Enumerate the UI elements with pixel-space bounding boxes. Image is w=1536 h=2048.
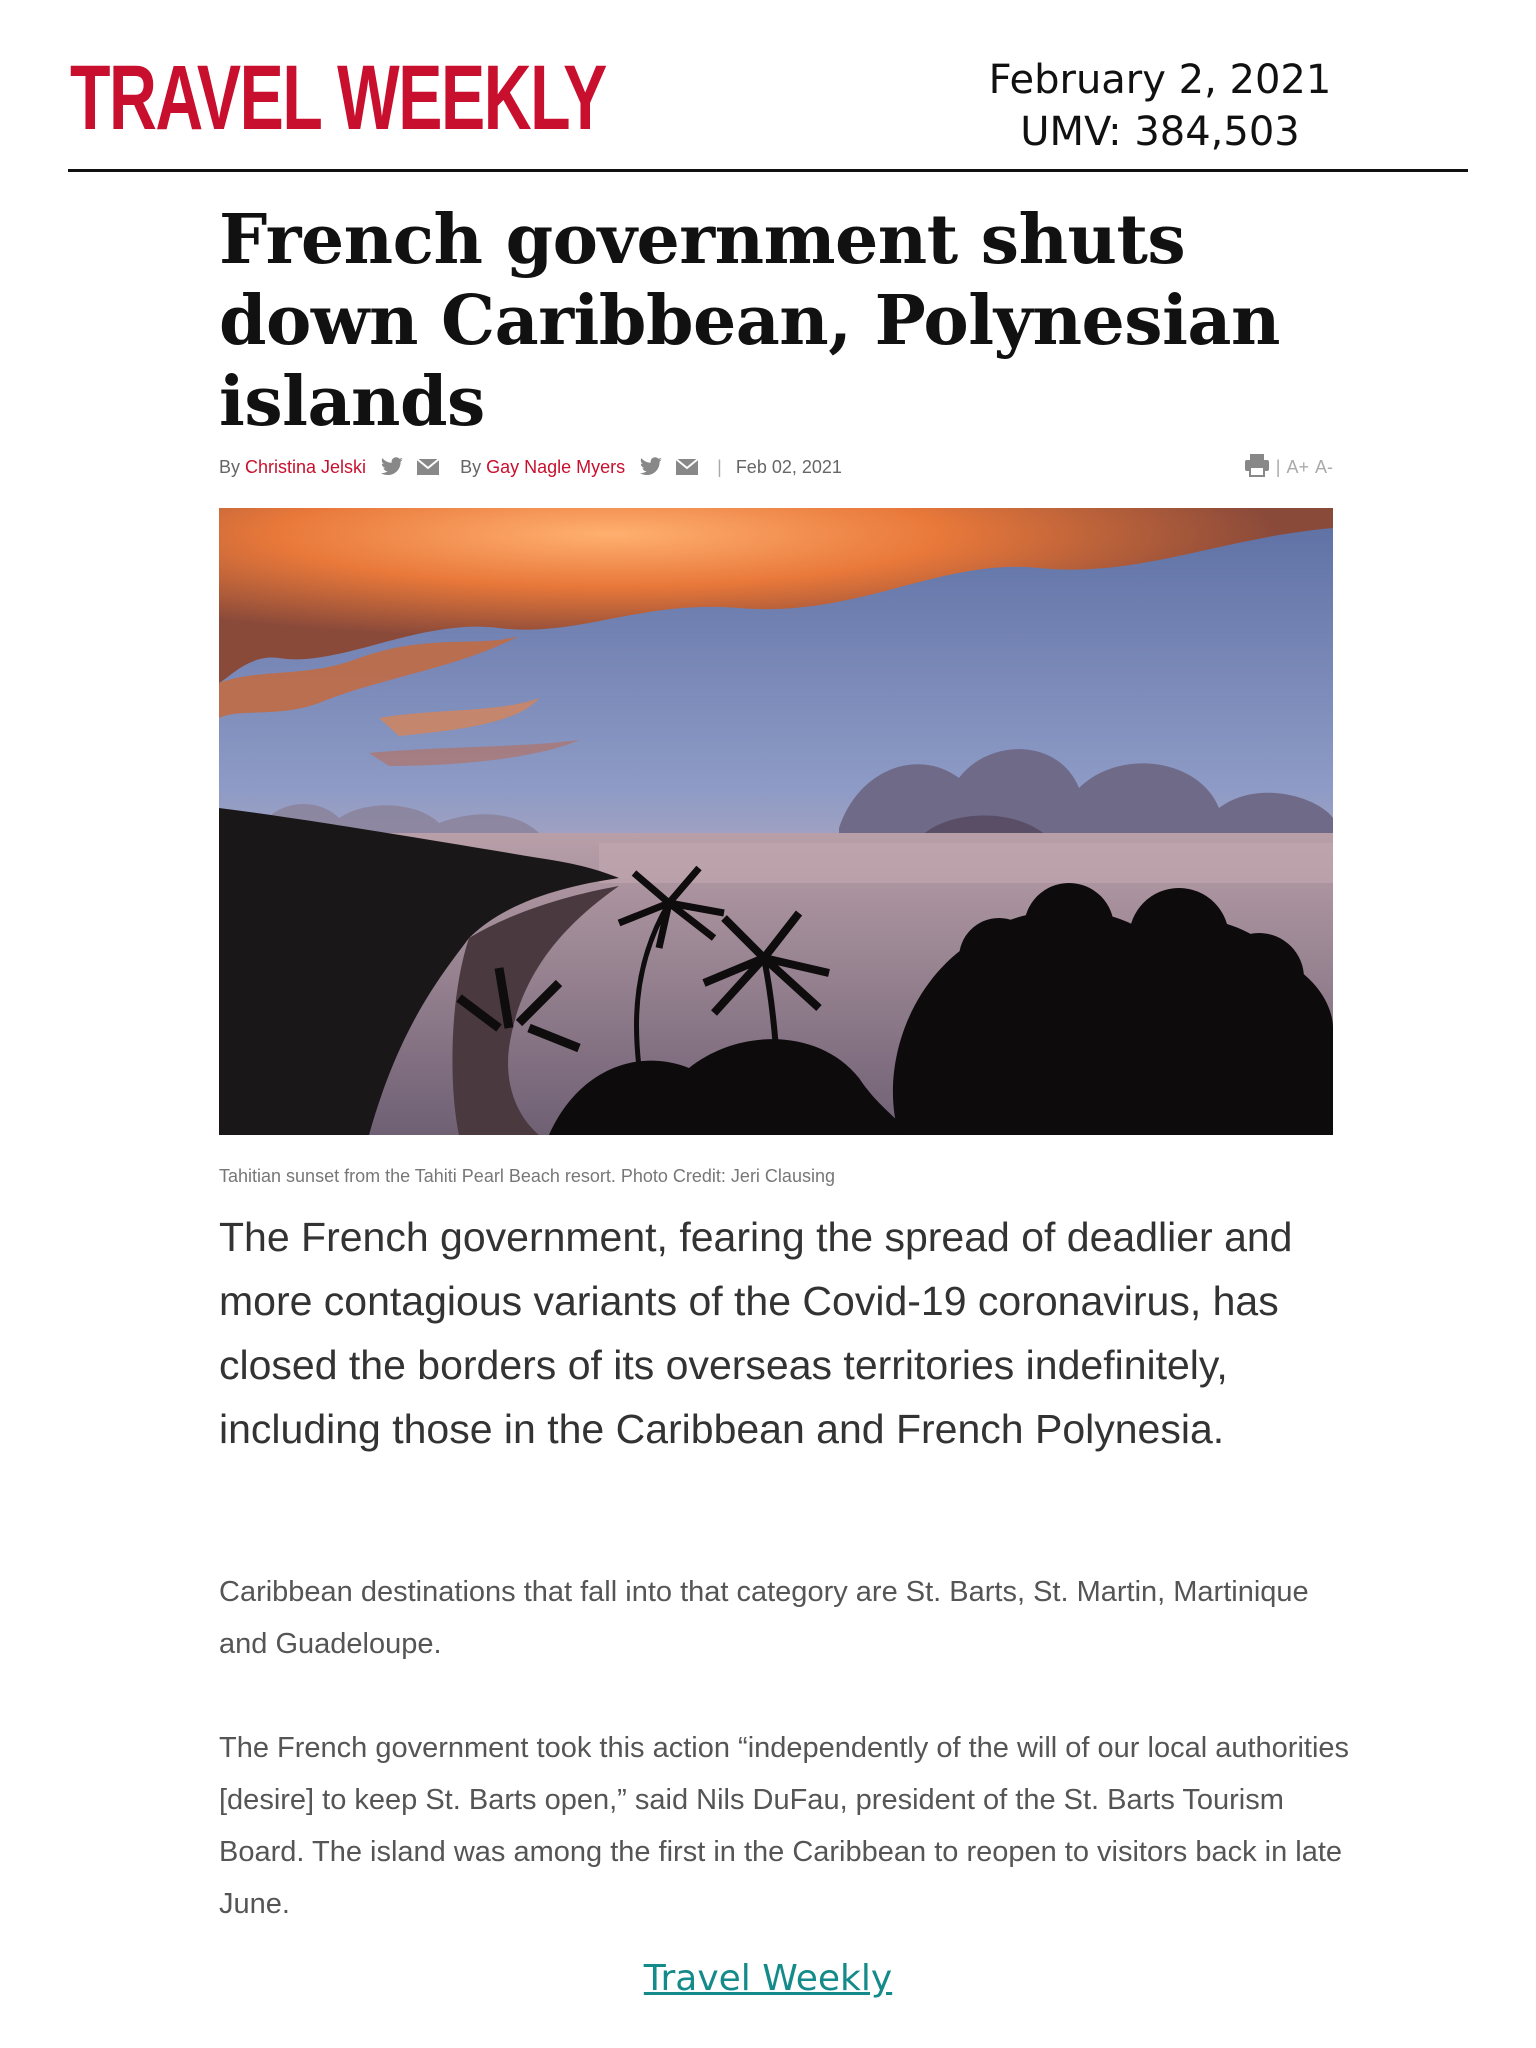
print-icon[interactable] <box>1244 453 1270 482</box>
byline <box>219 452 1333 482</box>
mail-icon[interactable] <box>675 458 699 476</box>
tools-separator: | <box>1275 456 1281 477</box>
article-lede: The French government, fearing the spread of deadlier and more contagious variants of the Covid-19 coronavirus, has closed the borders of its overseas territories indefinitely, including those in the Caribbean and French Polynesia. <box>219 1214 1293 1452</box>
article-date: Feb 02, 2021 <box>735 456 842 477</box>
twitter-icon[interactable] <box>380 457 404 477</box>
source-link-container <box>0 1958 1536 1999</box>
byline-prefix: By <box>219 456 241 477</box>
byline-prefix: By <box>460 456 482 477</box>
clipping-date: February 2, 2021 <box>988 57 1332 103</box>
mail-icon[interactable] <box>416 458 440 476</box>
article-headline: French government shuts down Caribbean, Polynesian islands <box>219 200 1280 442</box>
font-decrease-button[interactable]: A- <box>1315 456 1333 477</box>
author-link[interactable]: Gay Nagle Myers <box>486 456 626 477</box>
clipping-umv: UMV: 384,503 <box>1020 109 1300 155</box>
font-increase-button[interactable]: A+ <box>1286 456 1309 477</box>
header-divider <box>68 169 1468 172</box>
sunset-photo-illustration <box>219 508 1333 1135</box>
source-link[interactable]: Travel Weekly <box>643 1958 893 1999</box>
byline-separator: | <box>717 456 722 477</box>
author-link[interactable]: Christina Jelski <box>245 456 367 477</box>
photo-caption: Tahitian sunset from the Tahiti Pearl Beach resort. Photo Credit: Jeri Clausing <box>219 1166 835 1186</box>
article-tools <box>1238 453 1333 482</box>
publication-logo: TRAVEL WEEKLY <box>70 47 606 149</box>
article-photo <box>219 508 1333 1135</box>
article-paragraph: The French government took this action “independently of the will of our local authorities [desire] to keep St. Barts open,” said Nils DuFau, president of the St. Barts Tourism Board. The island was among the first in the Caribbean to reopen to visitors back in late June. <box>219 1732 1350 1920</box>
clipping-meta <box>960 54 1360 158</box>
twitter-icon[interactable] <box>639 457 663 477</box>
article-paragraph: Caribbean destinations that fall into that category are St. Barts, St. Martin, Martinique and Guadeloupe. <box>219 1576 1309 1660</box>
